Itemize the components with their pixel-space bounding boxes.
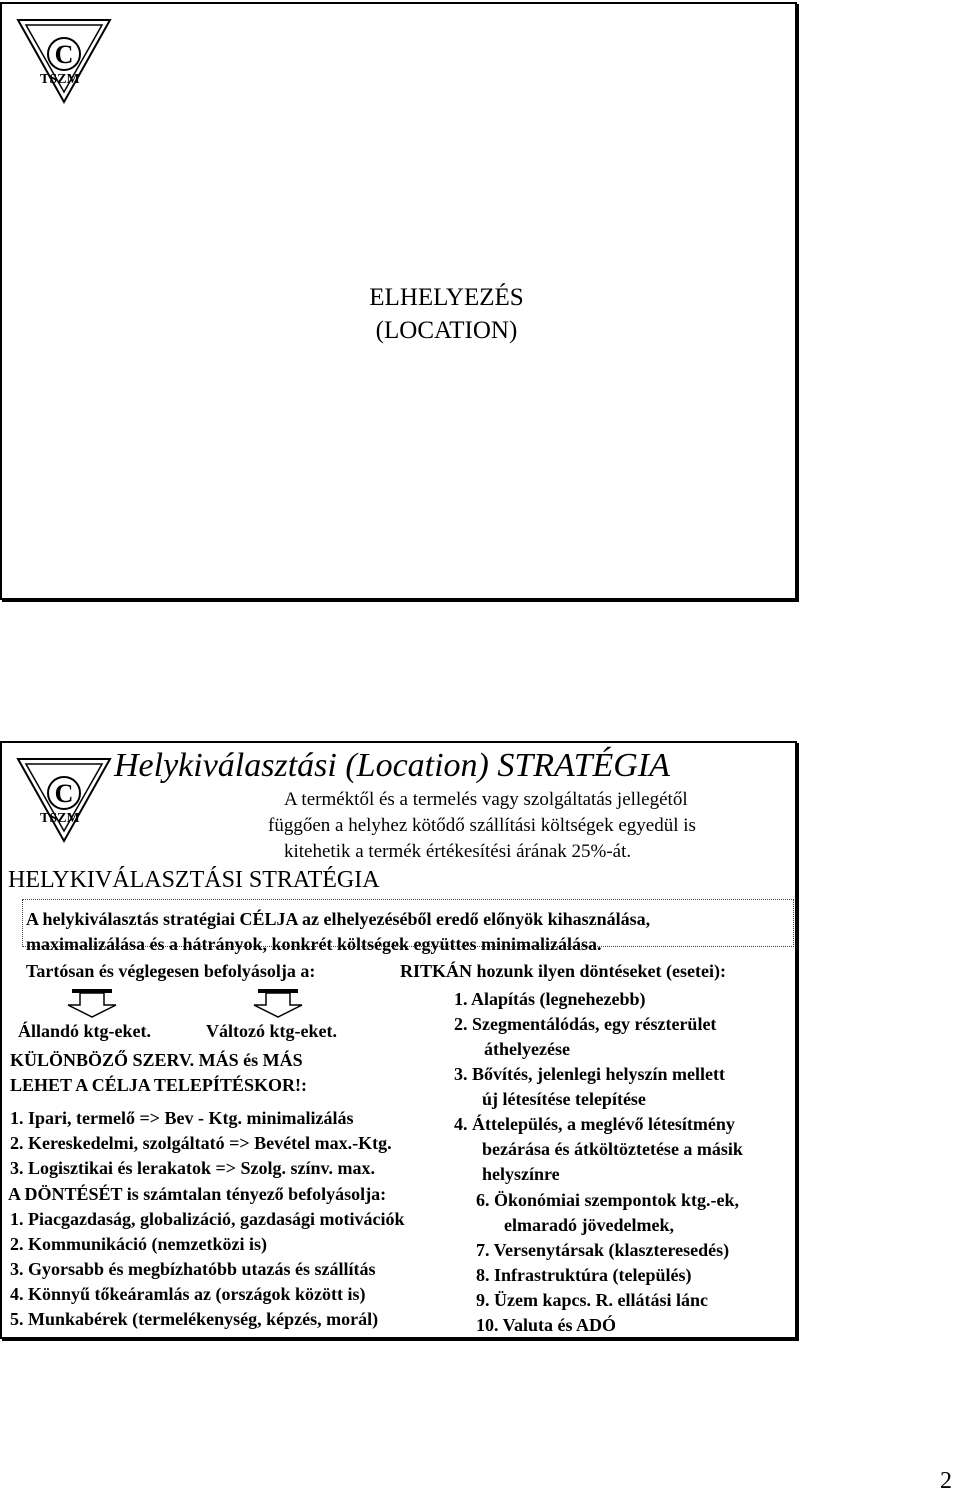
tszm-logo-icon (14, 755, 114, 847)
slide-2 (0, 741, 797, 1339)
svg-text:C: C (54, 40, 74, 69)
case-item: 7. Versenytársak (klaszteresedés) (476, 1240, 730, 1260)
factor-item: 3. Gyorsabb és megbízhatóbb utazás és szállítás (10, 1259, 376, 1279)
case-item: 6. Ökonómiai szempontok ktg.-ek, (476, 1190, 740, 1210)
goal-line-1: A helykiválasztás stratégiai CÉLJA az elhelyezéséből eredő előnyök kihasználása, (26, 909, 651, 929)
slide-2-title: Helykiválasztási (Location) STRATÉGIA (114, 747, 670, 784)
strategy-heading: HELYKIVÁLASZTÁSI STRATÉGIA (8, 867, 380, 893)
decision-heading: A DÖNTÉSÉT is számtalan tényező befolyásolja: (8, 1184, 387, 1204)
org-list-item: 2. Kereskedelmi, szolgáltató => Bevétel max.-Ktg. (10, 1133, 392, 1153)
slide-1-title-line-1: ELHELYEZÉS (369, 284, 524, 311)
tszm-logo-icon (14, 16, 114, 108)
case-item: új létesítése telepítése (482, 1089, 646, 1109)
case-item: 10. Valuta és ADÓ (476, 1315, 617, 1335)
goal-line-2: maximalizálása és a hátrányok, konkrét költségek együttes minimalizálása. (26, 934, 602, 954)
case-item: helyszínre (482, 1164, 560, 1184)
case-item: áthelyezése (484, 1039, 570, 1059)
intro-line-1: A terméktől és a termelés vagy szolgáltatás jellegétől (284, 789, 688, 810)
case-item: 8. Infrastruktúra (település) (476, 1265, 692, 1285)
case-item: 9. Üzem kapcs. R. ellátási lánc (476, 1290, 708, 1310)
case-item: bezárása és átköltöztetése a másik (482, 1139, 743, 1159)
org-list-item: 1. Ipari, termelő => Bev - Ktg. minimalizálás (10, 1108, 354, 1128)
different-orgs-line-2: LEHET A CÉLJA TELEPÍTÉSKOR!: (10, 1075, 307, 1095)
variable-costs: Változó ktg-eket. (206, 1021, 337, 1041)
case-item: 2. Szegmentálódás, egy részterület (454, 1014, 717, 1034)
intro-line-3: kitehetik a termék értékesítési árának 25%-át. (284, 841, 632, 862)
logo-label: TSZM (40, 72, 80, 87)
page-number: 2 (940, 1468, 952, 1494)
influences-label: Tartósan és véglegesen befolyásolja a: (26, 961, 316, 981)
svg-text:C: C (54, 779, 74, 808)
down-arrow-icon (60, 987, 134, 1019)
different-orgs-line-1: KÜLÖNBÖZŐ SZERV. MÁS és MÁS (10, 1050, 303, 1070)
factor-item: 2. Kommunikáció (nemzetközi is) (10, 1234, 267, 1254)
factor-item: 4. Könnyű tőkeáramlás az (országok között is) (10, 1284, 366, 1304)
case-item: elmaradó jövedelmek, (504, 1215, 674, 1235)
factor-item: 5. Munkabérek (termelékenység, képzés, morál) (10, 1309, 379, 1329)
case-item: 1. Alapítás (legnehezebb) (454, 989, 646, 1009)
down-arrow-icon (240, 987, 314, 1019)
rarely-label: RITKÁN hozunk ilyen döntéseket (esetei): (400, 961, 726, 981)
case-item: 4. Áttelepülés, a meglévő létesítmény (454, 1114, 735, 1134)
fixed-costs: Állandó ktg-eket. (18, 1021, 152, 1041)
factor-item: 1. Piacgazdaság, globalizáció, gazdasági motivációk (10, 1209, 405, 1229)
intro-line-2: függően a helyhez kötődő szállítási költségek egyedül is (268, 815, 696, 836)
slide-1-title-line-2: (LOCATION) (375, 317, 518, 344)
logo-label: TSZM (40, 811, 80, 826)
org-list-item: 3. Logisztikai és lerakatok => Szolg. színv. max. (10, 1158, 376, 1178)
case-item: 3. Bővítés, jelenlegi helyszín mellett (454, 1064, 725, 1084)
slide-1 (0, 2, 797, 600)
